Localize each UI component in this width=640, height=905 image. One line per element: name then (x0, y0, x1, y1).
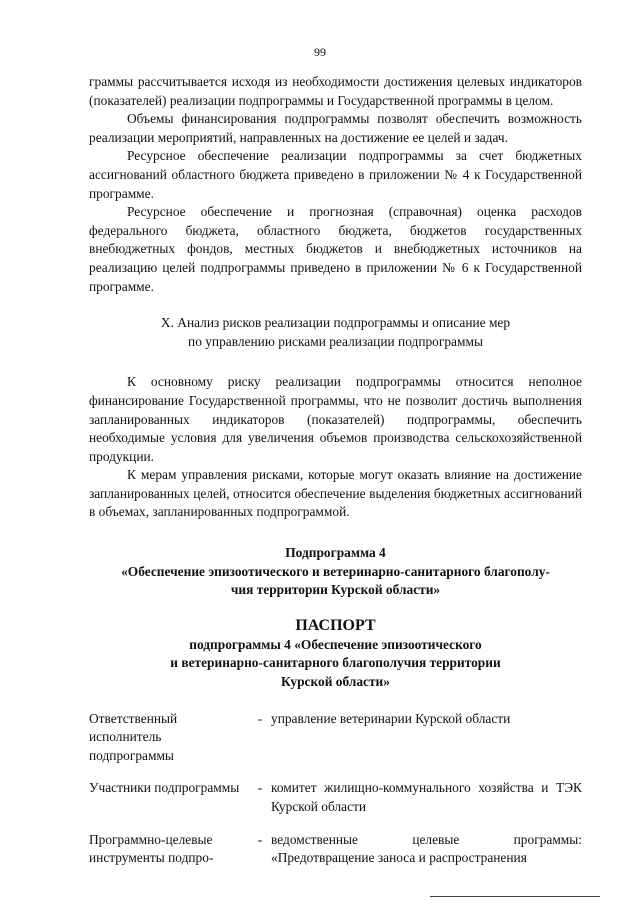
passport-row-value: ведомственные целевые программы: «Предотвращение заноса и распространения (271, 831, 582, 866)
passport-row-value: управление ветеринарии Курской области (271, 710, 511, 726)
passport-row (89, 779, 582, 816)
section-x-title-line1: X. Анализ рисков реализации подпрограммы и описание мер (160, 315, 511, 331)
section-x-title (89, 314, 582, 351)
document-body (89, 73, 582, 882)
paragraph-risk-measures: К мерам управления рисками, которые могут оказать влияние на достижение запланированных целей, относится обеспечение выделения бюджетных ассигнований в объемах, запланированных подпрограммой. (89, 467, 582, 520)
passport-row (89, 831, 582, 868)
passport-subtitle (89, 636, 582, 692)
passport-subtitle-line2: и ветеринарно-санитарного благополучия территории (170, 655, 501, 671)
passport-title: ПАСПОРТ (295, 616, 376, 634)
passport-row-label: Ответственный исполнитель подпрограммы (89, 710, 178, 763)
passport-table (89, 710, 582, 868)
paragraph-main-risk: К основному риску реализации подпрограммы относится неполное финансирование Государственной программы, что не позволит достичь выполнения запланированных индикаторов (показателей) подпрограммы, обеспечить необходимые условия для увеличения объемов производства сельскохозяйственной продукции. (89, 374, 582, 464)
page-number: 99 (314, 45, 326, 59)
passport-row-value: комитет жилищно-коммунального хозяйства и ТЭК Курской области (271, 780, 582, 814)
footer-rule (430, 896, 600, 897)
paragraph-resource-regional: Ресурсное обеспечение реализации подпрограммы за счет бюджетных ассигнований областного бюджета приведено в приложении № 4 к Государственной программе. (89, 148, 582, 201)
section-x-title-line2: по управлению рисками реализации подпрограммы (188, 333, 483, 349)
subprogram-heading-block (89, 544, 582, 600)
passport-row-dash: - (257, 831, 263, 847)
passport-row-dash: - (257, 780, 263, 796)
subprogram-name-line2: чия территории Курской области» (230, 582, 441, 598)
subprogram-name-line1: «Обеспечение эпизоотического и ветеринарно-санитарного благополу- (121, 563, 550, 579)
paragraph-resource-forecast: Ресурсное обеспечение и прогнозная (справочная) оценка расходов федерального бюджета, областного бюджета, бюджетов государственных внебюджетных фондов, местных бюджетов и внебюджетных источников на реализацию целей подпрограммы приведено в приложении № 6 к Государственной программе. (89, 204, 582, 294)
paragraph-funding-volume: Объемы финансирования подпрограммы позволят обеспечить возможность реализации мероприятий, направленных на достижение ее целей и задач. (89, 111, 582, 145)
passport-subtitle-line1: подпрограммы 4 «Обеспечение эпизоотического (189, 636, 482, 652)
subprogram-heading: Подпрограмма 4 (285, 545, 386, 561)
paragraph-continuation: граммы рассчитывается исходя из необходимости достижения целевых индикаторов (показателей) реализации подпрограммы и Государственной программы в целом. (89, 74, 582, 108)
passport-row (89, 710, 582, 766)
passport-row-label: Участники подпрограммы (89, 780, 240, 796)
passport-row-dash: - (257, 710, 263, 726)
passport-row-label: Программно-целевые инструменты подпро- (89, 831, 214, 866)
passport-subtitle-line3: Курской области» (281, 674, 390, 690)
